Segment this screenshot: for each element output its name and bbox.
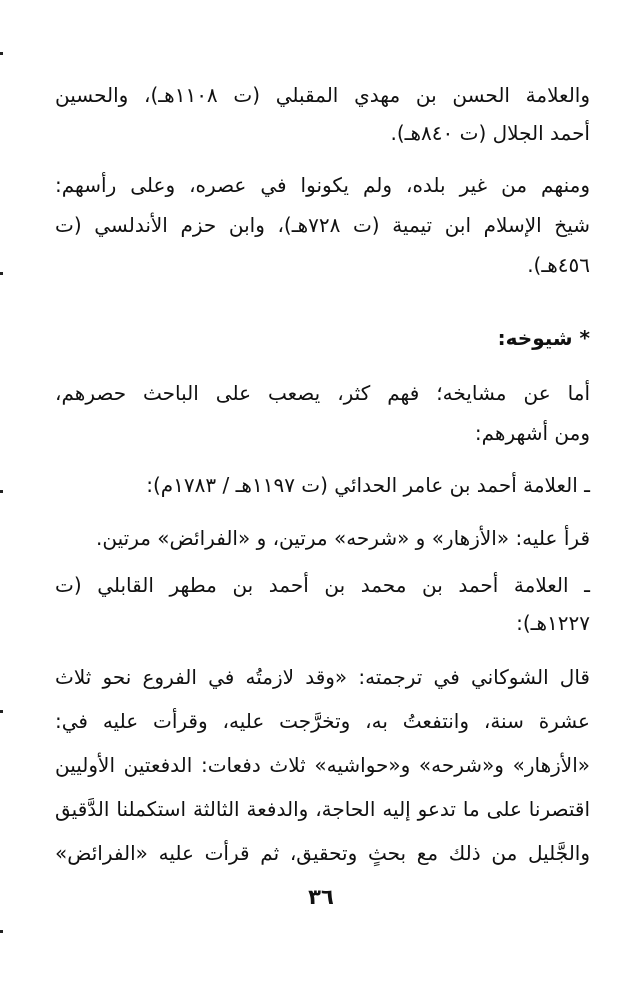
text-line-17: والجَّليل من ذلك مع بحثٍ وتحقيق، ثم قرأت عليه «الفرائض»: [55, 841, 590, 865]
text-line-1: والعلامة الحسن بن مهدي المقبلي (ت ١١٠٨هـ)، والحسين: [55, 83, 591, 107]
text-line-10: قرأ عليه: «الأزهار» و «شرحه» مرتين، و «الفرائض» مرتين.: [96, 526, 590, 550]
scan-margin-mark: [0, 490, 3, 493]
text-line-4: شيخ الإسلام ابن تيمية (ت ٧٢٨هـ)، وابن حزم الأندلسي (ت: [55, 213, 590, 237]
text-line-13: قال الشوكاني في ترجمته: «وقد لازمتُه في الفروع نحو ثلاث: [55, 665, 590, 689]
text-line-7: أما عن مشايخه؛ فهم كثر، يصعب على الباحث حصرهم،: [55, 381, 590, 405]
text-line-9: ـ العلامة أحمد بن عامر الحدائي (ت ١١٩٧هـ / ١٧٨٣م):: [146, 473, 590, 497]
text-line-11: ـ العلامة أحمد بن محمد بن أحمد بن مطهر القابلي (ت: [55, 573, 590, 597]
text-line-12: ١٢٢٧هـ):: [516, 611, 590, 635]
text-line-2: أحمد الجلال (ت ٨٤٠هـ).: [390, 121, 590, 145]
scan-margin-mark: [0, 52, 3, 55]
scan-margin-mark: [0, 272, 3, 275]
text-line-3: ومنهم من غير بلده، ولم يكونوا في عصره، وعلى رأسهم:: [55, 173, 590, 197]
text-line-16: اقتصرنا على ما تدعو إليه الحاجة، والدفعة الثالثة استكملنا الدَّقيق: [55, 797, 590, 821]
section-heading: * شيوخه:: [497, 326, 590, 350]
text-line-15: «الأزهار» و«شرحه» و«حواشيه» ثلاث دفعات: الدفعتين الأوليين: [55, 753, 590, 777]
page-number: ٣٦: [308, 885, 334, 909]
text-line-14: عشرة سنة، وانتفعتُ به، وتخرَّجت عليه، وقرأت عليه في:: [55, 709, 590, 733]
text-line-5: ٤٥٦هـ).: [527, 253, 590, 277]
text-line-8: ومن أشهرهم:: [474, 421, 590, 445]
scan-margin-mark: [0, 710, 3, 713]
scan-margin-mark: [0, 930, 3, 933]
